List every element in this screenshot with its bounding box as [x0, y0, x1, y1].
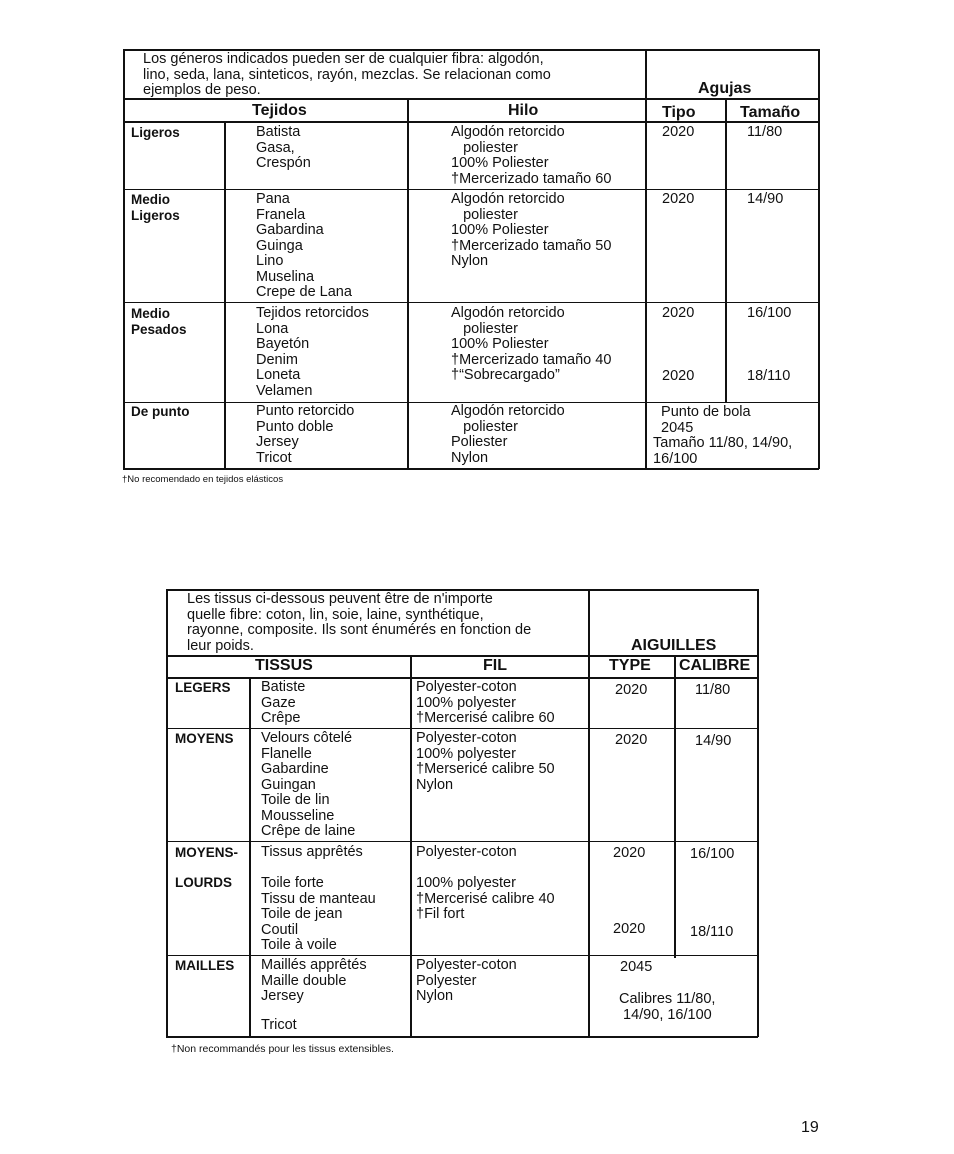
weight-label: De punto [131, 404, 190, 419]
needle-size: 11/80 [747, 124, 783, 140]
fabric-list: Toile forte Tissu de manteau Toile de jean Coutil Toile à voile [261, 875, 376, 953]
thread-list: Polyester-coton 100% polyester †Mercerisé calibre 60 [416, 679, 555, 726]
thread-list: Algodón retorcido poliester 100% Poliester †Mercerizado tamaño 50 Nylon [451, 191, 612, 269]
intro-text: Les tissus ci-dessous peuvent être de n'importe quelle fibre: coton, lin, soie, laine, synthétique, rayonne, composite. Ils sont énumérés en fonction de leur poids. [187, 591, 532, 654]
fabric-list: Pana Franela Gabardina Guinga Lino Muselina Crepe de Lana [256, 191, 352, 300]
table-divider [123, 121, 819, 123]
needle-type: 2020 [662, 305, 695, 321]
thread-list: Algodón retorcido poliester 100% Poliester †Mercerizado tamaño 60 [451, 124, 612, 187]
needle-size: 14/90 [695, 733, 732, 749]
table-divider [725, 99, 727, 403]
thread-list: Polyester-coton Polyester Nylon [416, 957, 517, 1004]
table-border [123, 49, 125, 469]
table-border [818, 49, 820, 469]
row-divider [166, 841, 758, 842]
fabric-list: Tejidos retorcidos Lona Bayetón Denim Loneta Velamen [256, 305, 369, 399]
col-calibre-header: CALIBRE [679, 657, 751, 674]
footnote: †No recomendado en tejidos elásticos [122, 474, 284, 485]
col-fil-header: FIL [483, 657, 507, 674]
page-number: 19 [801, 1119, 819, 1136]
row-divider [123, 302, 819, 303]
needle-type: 2020 [615, 682, 648, 698]
weight-label: MOYENS- [175, 845, 239, 860]
aiguilles-header: AIGUILLES [631, 637, 717, 654]
needle-type: 2020 [613, 845, 646, 861]
thread-list: Algodón retorcido poliester 100% Poliester †Mercerizado tamaño 40 †“Sobrecargado” [451, 305, 612, 383]
weight-label: LOURDS [175, 875, 232, 890]
agujas-header: Agujas [698, 80, 752, 97]
weight-label: MOYENS [175, 731, 234, 746]
weight-label: LEGERS [175, 680, 231, 695]
weight-label: Ligeros [131, 125, 180, 140]
table-border [166, 1036, 758, 1038]
col-tamano-header: Tamaño [740, 104, 801, 121]
fabric-list: Punto retorcido Punto doble Jersey Tricot [256, 403, 355, 466]
table-divider [674, 656, 676, 958]
fabric-list: Tissus apprêtés [261, 844, 363, 860]
col-tissus-header: TISSUS [255, 657, 313, 674]
needle-info: Calibres 11/80, 14/90, 16/100 [619, 991, 716, 1023]
needle-type: 2020 [615, 732, 648, 748]
needle-type: 2020 [662, 191, 695, 207]
thread-list: 100% polyester †Mercerisé calibre 40 †Fil fort [416, 875, 555, 922]
col-type-header: TYPE [609, 657, 651, 674]
needle-size: 11/80 [695, 682, 731, 698]
thread-list: Polyester-coton 100% polyester †Mersericé calibre 50 Nylon [416, 730, 555, 793]
table-divider [407, 99, 409, 469]
thread-list: Algodón retorcido poliester Poliester Nylon [451, 403, 565, 466]
col-hilo-header: Hilo [508, 102, 539, 119]
table-divider [224, 121, 226, 469]
needle-size: 16/100 [747, 305, 792, 321]
table-divider [645, 49, 647, 469]
thread-list: Polyester-coton [416, 844, 517, 860]
row-divider [166, 728, 758, 729]
fabric-list: Velours côtelé Flanelle Gabardine Guingan Toile de lin Mousseline Crêpe de laine [261, 730, 356, 839]
weight-label: MAILLES [175, 958, 235, 973]
col-tejidos-header: Tejidos [252, 102, 307, 119]
needle-info: 2045 [620, 959, 653, 975]
needle-type: 2020 [662, 124, 695, 140]
needle-info: Punto de bola 2045 Tamaño 11/80, 14/90, 16/100 [653, 404, 793, 467]
table-border [123, 468, 819, 470]
weight-label: Medio Ligeros [131, 192, 180, 223]
weight-label: Medio Pesados [131, 306, 187, 337]
needle-size: 16/100 [690, 846, 735, 862]
col-tipo-header: Tipo [662, 104, 696, 121]
needle-type: 2020 [613, 921, 646, 937]
fabric-list: Batista Gasa, Crespón [256, 124, 311, 171]
row-divider [123, 189, 819, 190]
needle-size: 18/110 [690, 924, 734, 940]
needle-type: 2020 [662, 368, 695, 384]
row-divider [166, 955, 758, 956]
intro-text: Los géneros indicados pueden ser de cualquier fibra: algodón, lino, seda, lana, sinteticos, rayón, mezclas. Se relacionan como ejemplos de peso. [143, 51, 551, 98]
needle-size: 18/110 [747, 368, 791, 384]
footnote: †Non recommandés pour les tissus extensibles. [171, 1043, 394, 1055]
table-divider [249, 677, 251, 1037]
fabric-list: Maillés apprêtés Maille double Jersey [261, 957, 367, 1004]
fabric-list: Batiste Gaze Crêpe [261, 679, 306, 726]
needle-size: 14/90 [747, 191, 784, 207]
fabric-list: Tricot [261, 1017, 297, 1033]
table-divider [410, 656, 412, 1037]
